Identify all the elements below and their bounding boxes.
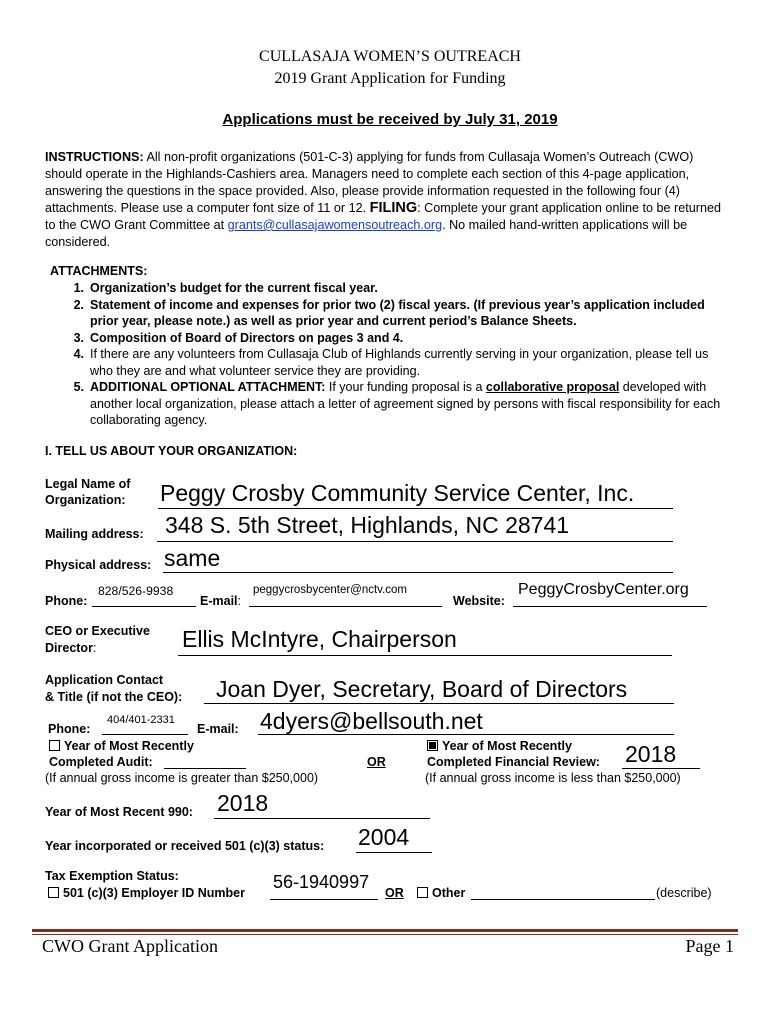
- instructions-label: INSTRUCTIONS:: [45, 150, 144, 164]
- contact-email-label: E-mail:: [197, 722, 239, 736]
- review-label: Year of Most Recently: [427, 739, 572, 753]
- grants-email-link[interactable]: grants@cullasajawomensoutreach.org: [227, 218, 443, 232]
- ceo-field[interactable]: Ellis McIntyre, Chairperson: [182, 626, 457, 652]
- phone-label: Phone:: [45, 594, 88, 608]
- instructions-text: All non-profit organizations (501-C-3) applying for funds from Cullasaja Women’s Outreach (CWO) should operate in the Highlands-Cashiers area. Managers need to complete each section of this 4-page application, answering the questions in the space provided. Also, please provide information requested in the following four (4) attachments. Please use a computer font size of 11 or 12.: [45, 150, 694, 215]
- filing-text: : Complete your grant application online to be returned to the CWO Grant Committee at: [45, 201, 721, 232]
- describe-note: (describe): [656, 886, 712, 900]
- attachment-item: 1. Organization’s budget for the current fiscal year.: [73, 281, 378, 295]
- phone-field[interactable]: 828/526-9938: [98, 584, 174, 598]
- legal-name-line: [158, 508, 673, 509]
- attachments-title: ATTACHMENTS:: [50, 264, 148, 278]
- organization-title: CULLASAJA WOMEN’S OUTREACH: [259, 48, 521, 65]
- attachment-item: 2. Statement of income and expenses for prior two (2) fiscal years. (If previous year’s application included prior year, please note.) as well as prior year and current period’s Balance Sheets.: [73, 297, 705, 328]
- other-line[interactable]: [471, 899, 655, 900]
- section-title: I. TELL US ABOUT YOUR ORGANIZATION:: [45, 444, 298, 458]
- attachment-item: 5. ADDITIONAL OPTIONAL ATTACHMENT: If your funding proposal is a collaborative proposal developed with another local organization, please attach a letter of agreement signed by persons with fiscal responsibility for each collaborating agency.: [73, 380, 721, 427]
- ein-label: 501 (c)(3) Employer ID Number: [48, 886, 245, 900]
- instructions-closing: . No mailed hand-written applications will be considered.: [45, 218, 688, 249]
- footer-title: CWO Grant Application: [42, 936, 218, 956]
- ceo-line: [178, 655, 672, 656]
- email-label: E-mail:: [200, 594, 241, 608]
- form990-line: [214, 818, 430, 819]
- contact-email-field[interactable]: 4dyers@bellsouth.net: [260, 708, 483, 734]
- form-subtitle: 2019 Grant Application for Funding: [274, 70, 506, 87]
- footer-rule: [32, 929, 738, 932]
- review-note: (If annual gross income is less than $250,000): [425, 771, 681, 785]
- ein-line: [270, 899, 378, 900]
- contact-phone-line: [102, 734, 188, 735]
- legal-name-label: Legal Name of: [45, 477, 131, 491]
- audit-label-2: Completed Audit:: [49, 755, 153, 769]
- ein-field[interactable]: 56-1940997: [273, 872, 370, 892]
- website-label: Website:: [453, 594, 505, 608]
- physical-address-label: Physical address:: [45, 558, 152, 572]
- deadline-notice: Applications must be received by July 31, 2019: [222, 111, 558, 128]
- attachment-item: 4. If there are any volunteers from Cullasaja Club of Highlands currently serving in your organization, please tell us who they are and what volunteer service they are providing.: [73, 347, 709, 378]
- physical-address-field[interactable]: same: [164, 545, 221, 571]
- contact-label-2: & Title (if not the CEO):: [45, 690, 183, 704]
- audit-label: Year of Most Recently: [49, 739, 194, 753]
- form990-label: Year of Most Recent 990:: [45, 805, 193, 819]
- or-separator-2: OR: [385, 886, 404, 900]
- legal-name-label-2: Organization:: [45, 493, 126, 507]
- mailing-address-line: [157, 541, 673, 542]
- phone-line: [92, 606, 196, 607]
- email-field[interactable]: peggycrosbycenter@nctv.com: [253, 584, 407, 596]
- website-line: [513, 606, 707, 607]
- incorporated-line: [356, 852, 432, 853]
- footer-rule-thin: [32, 934, 738, 935]
- contact-field[interactable]: Joan Dyer, Secretary, Board of Directors: [216, 676, 628, 702]
- form990-field[interactable]: 2018: [217, 790, 269, 816]
- instructions-paragraph: [45, 149, 725, 251]
- page-number: Page 1: [685, 936, 734, 956]
- review-label-2: Completed Financial Review:: [427, 755, 600, 769]
- other-label: Other: [417, 886, 465, 900]
- audit-line: [164, 768, 246, 769]
- ein-checkbox[interactable]: [48, 887, 59, 898]
- ceo-label-2: Director:: [45, 641, 97, 655]
- mailing-address-label: Mailing address:: [45, 527, 144, 541]
- tax-status-label: Tax Exemption Status:: [45, 869, 179, 883]
- attachments-list: [50, 280, 730, 429]
- email-line: [249, 606, 442, 607]
- or-separator: OR: [367, 755, 386, 769]
- filing-label: FILING: [369, 200, 418, 216]
- other-checkbox[interactable]: [417, 887, 428, 898]
- physical-address-line: [163, 572, 673, 573]
- audit-note: (If annual gross income is greater than $250,000): [45, 771, 319, 785]
- attachment-item: 3. Composition of Board of Directors on pages 3 and 4.: [73, 330, 404, 345]
- contact-phone-label: Phone:: [48, 722, 91, 736]
- contact-label: Application Contact: [45, 673, 164, 687]
- ceo-label: CEO or Executive: [45, 624, 150, 638]
- website-field[interactable]: PeggyCrosbyCenter.org: [518, 581, 689, 598]
- review-line: [622, 768, 700, 769]
- incorporated-field[interactable]: 2004: [358, 824, 410, 850]
- review-field[interactable]: 2018: [625, 741, 677, 767]
- review-checkbox[interactable]: [427, 740, 438, 751]
- contact-line: [204, 703, 674, 704]
- mailing-address-field[interactable]: 348 S. 5th Street, Highlands, NC 28741: [165, 512, 570, 538]
- contact-phone-field[interactable]: 404/401-2331: [107, 714, 175, 726]
- legal-name-field[interactable]: Peggy Crosby Community Service Center, Inc.: [160, 480, 635, 506]
- incorporated-label: Year incorporated or received 501 (c)(3) status:: [45, 839, 325, 853]
- audit-checkbox[interactable]: [49, 740, 60, 751]
